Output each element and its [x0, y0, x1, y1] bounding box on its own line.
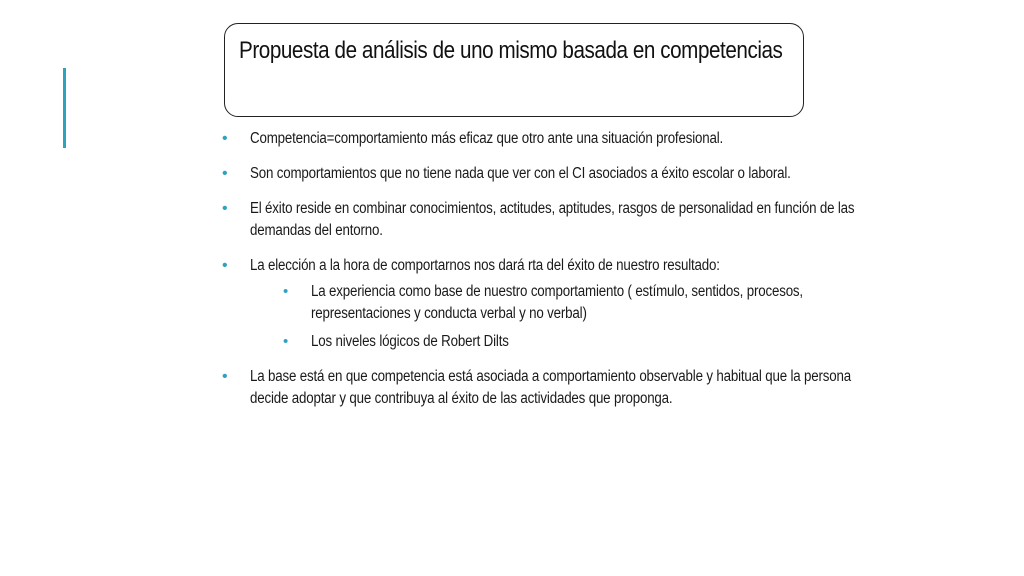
- bullet-list: [222, 128, 902, 410]
- sub-bullet-item: [283, 281, 902, 325]
- bullet-dot-icon: •: [222, 130, 228, 147]
- title-box: [224, 23, 804, 117]
- sub-bullet-text: La experiencia como base de nuestro comportamiento ( estímulo, sentidos, procesos, representaciones y conducta verbal y no verbal): [311, 283, 803, 322]
- bullet-text: El éxito reside en combinar conocimientos, actitudes, aptitudes, rasgos de personalidad en función de las demandas del entorno.: [250, 200, 855, 239]
- sub-bullet-text: Los niveles lógicos de Robert Dilts: [311, 333, 509, 350]
- bullet-dot-icon: •: [222, 165, 228, 182]
- bullet-item: [222, 128, 902, 150]
- slide-content: [222, 128, 902, 423]
- bullet-dot-icon: •: [222, 368, 228, 385]
- bullet-item: [222, 163, 902, 185]
- bullet-text: Son comportamientos que no tiene nada que ver con el CI asociados a éxito escolar o laboral.: [250, 165, 791, 182]
- sub-bullet-item: [283, 331, 902, 353]
- sub-bullet-list: [250, 281, 902, 353]
- accent-bar: [63, 68, 66, 148]
- bullet-text: Competencia=comportamiento más eficaz que otro ante una situación profesional.: [250, 130, 724, 147]
- bullet-item: [222, 198, 902, 242]
- bullet-item: [222, 255, 902, 353]
- bullet-item: [222, 366, 902, 410]
- sub-bullet-dot-icon: •: [283, 333, 289, 350]
- slide-title: Propuesta de análisis de uno mismo basada en competencias: [239, 37, 783, 64]
- bullet-text: La base está en que competencia está asociada a comportamiento observable y habitual que la persona decide adoptar y que contribuya al éxito de las actividades que proponga.: [250, 368, 852, 407]
- bullet-dot-icon: •: [222, 200, 228, 217]
- bullet-dot-icon: •: [222, 257, 228, 274]
- bullet-text: La elección a la hora de comportarnos nos dará rta del éxito de nuestro resultado:: [250, 257, 720, 274]
- sub-bullet-dot-icon: •: [283, 283, 289, 300]
